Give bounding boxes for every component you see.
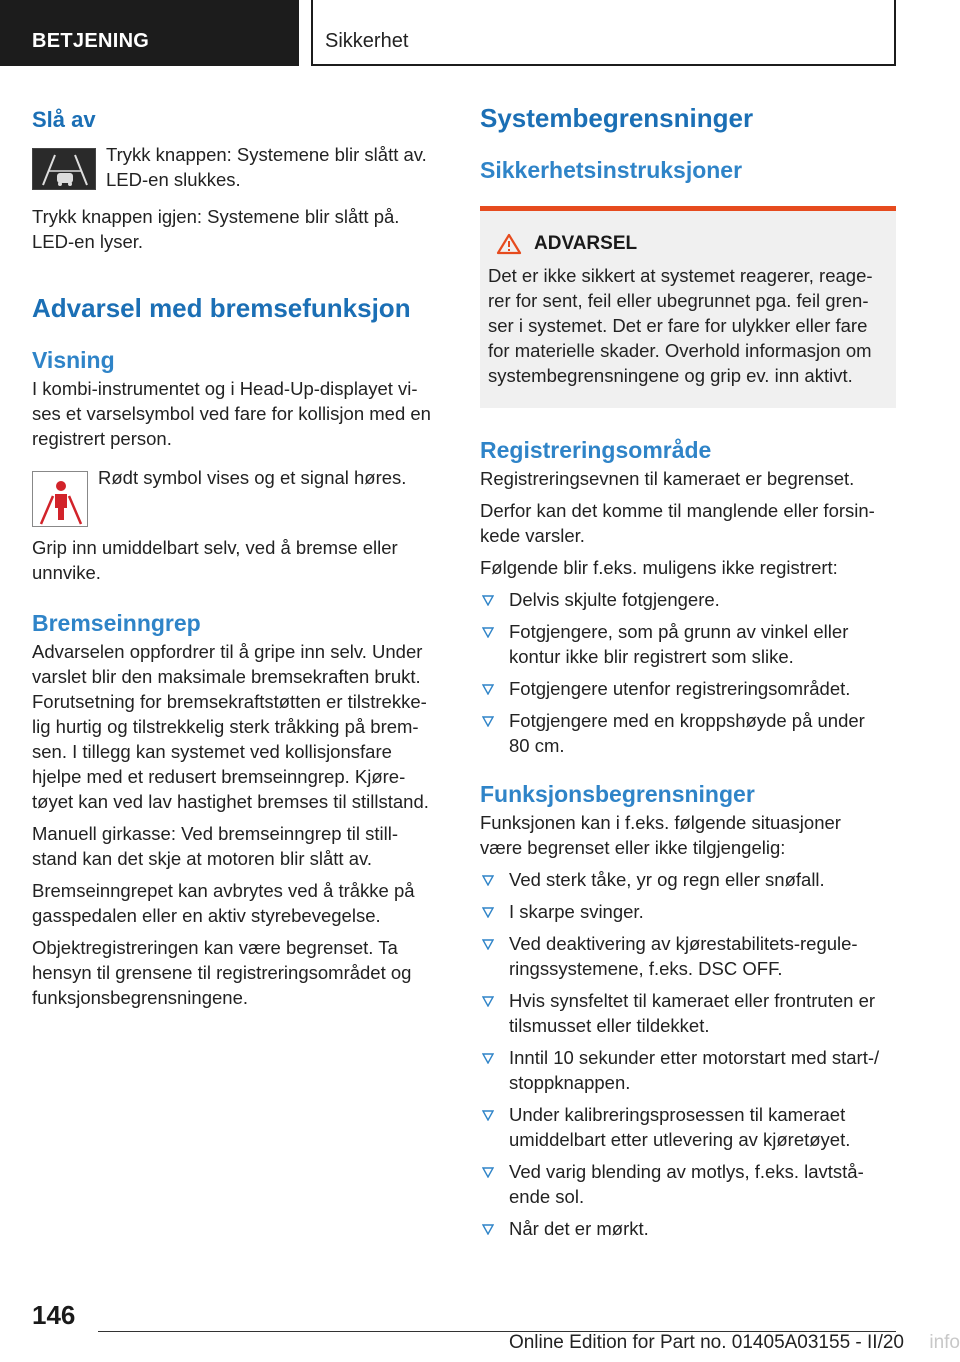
text-line: Delvis skjulte fotgjengere. xyxy=(509,589,720,610)
list-item xyxy=(480,867,896,892)
section-tab xyxy=(0,0,299,66)
text-line: Funksjonen kan i f.eks. følgende situasjoner xyxy=(480,812,841,833)
para-reg-1: Registreringsevnen til kameraet er begrenset. xyxy=(480,468,855,489)
text-line: unnvike. xyxy=(32,562,101,583)
text-line: Advarselen oppfordrer til å gripe inn selv. Under xyxy=(32,641,423,662)
text-line: Forutsetning for bremsekraftstøtten er tilstrekke- xyxy=(32,691,427,712)
list-item xyxy=(480,1045,896,1095)
icon-row-sla-av xyxy=(32,142,444,198)
text-line: Ved varig blending av motlys, f.eks. lavtstå- xyxy=(509,1161,864,1182)
bullet-triangle-icon xyxy=(482,1052,494,1064)
heading-registreringsomrade: Registreringsområde xyxy=(480,437,712,463)
text-line: Under kalibreringsprosessen til kameraet xyxy=(509,1104,846,1125)
bullet-triangle-icon xyxy=(482,1223,494,1235)
para-funk-1 xyxy=(480,810,896,860)
text-line: kontur ikke blir registrert som slike. xyxy=(509,646,794,667)
text-line: funksjonsbegrensningene. xyxy=(32,987,248,1008)
para-visning-2 xyxy=(32,535,444,585)
list-item xyxy=(480,676,896,701)
para-brems-4 xyxy=(32,935,444,1010)
list-item xyxy=(480,988,896,1038)
text-line: Hvis synsfeltet til kameraet eller frontruten er xyxy=(509,990,876,1011)
text-line: Grip inn umiddelbart selv, ved å bremse eller xyxy=(32,537,398,558)
text-line: tilsmusset eller tildekket. xyxy=(509,1015,710,1036)
bullet-list-reg xyxy=(480,587,896,758)
warning-triangle-icon xyxy=(496,233,522,255)
text-line: rer for sent, feil eller ubegrunnet pga. feil gren- xyxy=(488,290,869,311)
bullet-triangle-icon xyxy=(482,594,494,606)
text-line: LED-en slukkes. xyxy=(106,169,241,190)
para-sla-av xyxy=(32,204,444,254)
icon-text-sla-av xyxy=(106,142,446,192)
bullet-triangle-icon xyxy=(482,626,494,638)
bullet-triangle-icon xyxy=(482,995,494,1007)
topic-tab xyxy=(311,0,896,66)
warning-text xyxy=(488,263,888,388)
page-header xyxy=(0,0,960,66)
list-item xyxy=(480,619,896,669)
text-line: ringssystemene, f.eks. DSC OFF. xyxy=(509,958,783,979)
text-line: Ved deaktivering av kjørestabilitets-regule- xyxy=(509,933,858,954)
page-number: 146 xyxy=(32,1300,76,1330)
pedestrian-warning-icon xyxy=(32,471,88,527)
text-line: Ved sterk tåke, yr og regn eller snøfall. xyxy=(509,869,825,890)
list-item xyxy=(480,1159,896,1209)
left-column xyxy=(32,100,444,1010)
text-line: Manuell girkasse: Ved bremseinngrep til still- xyxy=(32,823,399,844)
bullet-triangle-icon xyxy=(482,1109,494,1121)
bullet-triangle-icon xyxy=(482,1166,494,1178)
text-line: Bremseinngrepet kan avbrytes ved å tråkke på xyxy=(32,880,415,901)
bullet-triangle-icon xyxy=(482,683,494,695)
text-line: Inntil 10 sekunder etter motorstart med start-/ xyxy=(509,1047,880,1068)
list-item xyxy=(480,587,896,612)
watermark: info xyxy=(929,1332,960,1353)
list-item xyxy=(480,1216,896,1241)
list-item xyxy=(480,1102,896,1152)
text-line: stand kan det skje at motoren blir slått av. xyxy=(32,848,373,869)
text-line: lig hurtig og tilstrekkelig sterk tråkking på brem- xyxy=(32,716,419,737)
text-line: gasspedalen eller en aktiv styrebevegelse. xyxy=(32,905,381,926)
list-item xyxy=(480,708,896,758)
warning-box xyxy=(480,206,896,408)
text-line: varslet blir den maksimale bremsekraften brukt. xyxy=(32,666,421,687)
heading-advarsel: Advarsel med bremsefunksjon xyxy=(32,293,411,323)
heading-visning: Visning xyxy=(32,347,115,373)
topic-label: Sikkerhet xyxy=(325,30,409,52)
warning-title-row xyxy=(496,233,888,255)
bullet-triangle-icon xyxy=(482,906,494,918)
collision-warning-car-icon xyxy=(32,148,96,190)
text-line: Trykk knappen igjen: Systemene blir slått på. xyxy=(32,206,400,227)
text-line: tøyet kan ved lav hastighet bremses til stillstand. xyxy=(32,791,429,812)
bullet-triangle-icon xyxy=(482,715,494,727)
text-line: hjelpe med et redusert bremseinngrep. Kjøre- xyxy=(32,766,406,787)
text-line: Fotgjengere utenfor registreringsområdet. xyxy=(509,678,851,699)
text-line: sen. I tillegg kan systemet ved kollisjonsfare xyxy=(32,741,392,762)
warning-title: ADVARSEL xyxy=(534,233,638,254)
text-line: for materielle skader. Overhold informasjon om xyxy=(488,340,872,361)
para-brems-3 xyxy=(32,878,444,928)
text-line: systembegrensningene og grip ev. inn aktivt. xyxy=(488,365,853,386)
text-line: LED-en lyser. xyxy=(32,231,144,252)
list-item xyxy=(480,899,896,924)
text-line: Objektregistreringen kan være begrenset. Ta xyxy=(32,937,398,958)
text-line: ser i systemet. Det er fare for ulykker eller fare xyxy=(488,315,868,336)
footer-edition: Online Edition for Part no. 01405A03155 - II/20 xyxy=(508,1332,904,1353)
text-line: I skarpe svinger. xyxy=(509,901,644,922)
text-line: umiddelbart etter utlevering av kjøretøyet. xyxy=(509,1129,851,1150)
bullet-triangle-icon xyxy=(482,874,494,886)
heading-funksjonsbegrensninger: Funksjonsbegrensninger xyxy=(480,781,755,807)
text-line: ses et varselsymbol ved fare for kollisjon med en xyxy=(32,403,431,424)
text-line: Fotgjengere, som på grunn av vinkel eller xyxy=(509,621,849,642)
text-line: være begrenset eller ikke tilgjengelig: xyxy=(480,837,786,858)
text-line: Når det er mørkt. xyxy=(509,1218,649,1239)
text-line: registrert person. xyxy=(32,428,172,449)
section-label: BETJENING xyxy=(32,30,150,52)
para-brems-2 xyxy=(32,821,444,871)
heading-systembegrensninger: Systembegrensninger xyxy=(480,103,754,133)
para-reg-2 xyxy=(480,498,896,548)
text-line: Det er ikke sikkert at systemet reagerer, reage- xyxy=(488,265,873,286)
icon-text-visning: Rødt symbol vises og et signal høres. xyxy=(98,467,407,488)
para-brems-1 xyxy=(32,639,444,814)
icon-row-visning xyxy=(32,465,444,527)
text-line: hensyn til grensene til registreringsområdet og xyxy=(32,962,412,983)
text-line: stoppknappen. xyxy=(509,1072,631,1093)
heading-sikkerhetsinstruksjoner: Sikkerhetsinstruksjoner xyxy=(480,157,743,183)
para-reg-3: Følgende blir f.eks. muligens ikke registrert: xyxy=(480,557,838,578)
text-line: Fotgjengere med en kroppshøyde på under xyxy=(509,710,865,731)
para-visning xyxy=(32,376,444,451)
text-line: Derfor kan det komme til manglende eller forsin- xyxy=(480,500,875,521)
text-line: ende sol. xyxy=(509,1186,585,1207)
bullet-triangle-icon xyxy=(482,938,494,950)
right-column xyxy=(480,100,896,1248)
heading-sla-av: Slå av xyxy=(32,107,96,132)
text-line: 80 cm. xyxy=(509,735,565,756)
bullet-list-funk xyxy=(480,867,896,1241)
list-item xyxy=(480,931,896,981)
heading-bremseinngrep: Bremseinngrep xyxy=(32,610,201,636)
text-line: kede varsler. xyxy=(480,525,585,546)
text-line: Trykk knappen: Systemene blir slått av. xyxy=(106,144,427,165)
text-line: I kombi-instrumentet og i Head-Up-displayet vi- xyxy=(32,378,418,399)
